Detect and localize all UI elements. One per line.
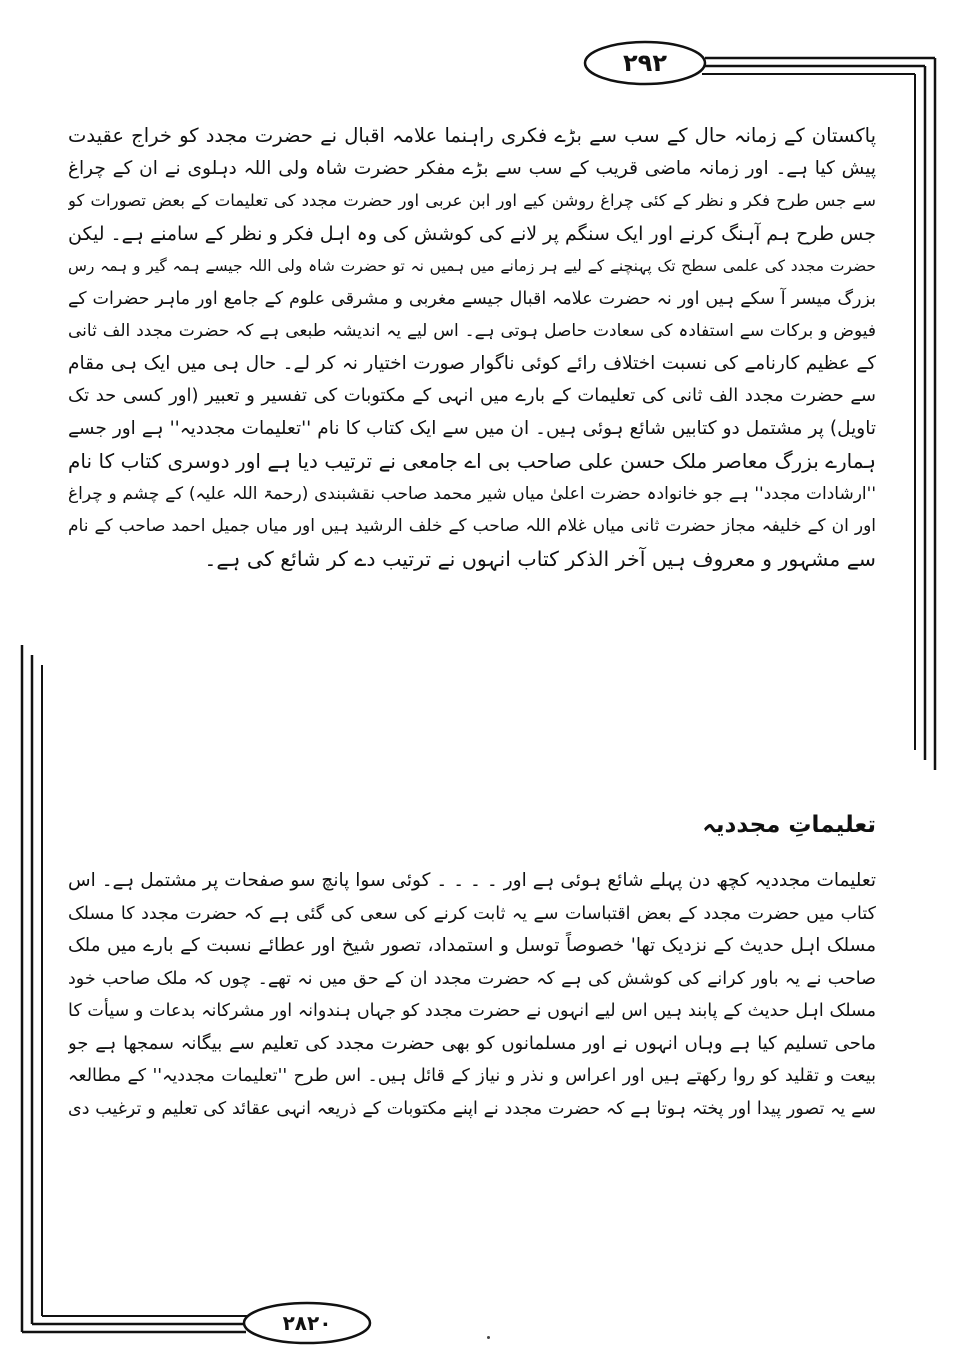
- text-line: مسلک اہل حدیث کے پابند ہیں اس لیے انہوں نے حضرت مجدد کو جہاں ہندوانہ اور مشرکانہ بدعات و سیأت کا: [68, 1001, 876, 1021]
- text-line: بزرگ میسر آ سکے ہیں اور نہ حضرت علامہ اقبال جیسے مغربی و مشرقی علوم کے جامع اور ماہر حضرات کے: [68, 288, 876, 309]
- text-line: مسلک اہل حدیث کے نزدیک تھا' خصوصاً توسل و استمداد، تصور شیخ اور عطائے نسبت کے بارے میں ملک: [68, 935, 876, 956]
- paragraph-2: [68, 865, 876, 1125]
- text-line: فیوض و برکات سے استفادہ کی سعادت حاصل ہوتی ہے۔ اس لیے یہ اندیشہ طبعی ہے کہ حضرت مجدد الف ثانی: [68, 321, 876, 341]
- page-number-bottom: ۲۸۲۰: [282, 1311, 332, 1335]
- text-line: بیعت و تقلید کو روا رکھتے ہیں اور اعراس و نذر و نیاز کے قائل ہیں۔ اس طرح ''تعلیمات مجددیہ'' کے مطالعہ: [68, 1066, 876, 1086]
- text-line: پیش کیا ہے۔ اور زمانہ ماضی قریب کے سب سے بڑے مفکر حضرت شاہ ولی اللہ دہلوی نے ان کے چراغ: [68, 157, 876, 179]
- text-line: سے مشہور و معروف ہیں آخر الذکر کتاب انہوں نے ترتیب دے کر شائع کی ہے۔: [204, 546, 876, 571]
- text-line: ''ارشادات مجدد'' ہے جو خانوادہ حضرت اعلیٰ میاں شیر محمد صاحب نقشبندی (رحمۃ اللہ علیہ) کے چشم و چراغ: [68, 483, 876, 504]
- text-line: سے حضرت مجدد الف ثانی کی تعلیمات کے بارے میں انہی کے مکتوبات کی تفسیر و تعبیر (اور کسی حد تک: [68, 385, 876, 406]
- text-line: صاحب نے یہ باور کرانے کی کوشش کی ہے کہ حضرت مجدد ان کے حق میں نہ تھے۔ چوں کہ ملک صاحب خود: [68, 968, 876, 989]
- text-line: ماحی تسلیم کیا ہے وہاں انہوں نے اور مسلمانوں کو بھی حضرت مجدد کی تعلیم سے بیگانہ سمجھا ہے جو: [68, 1032, 876, 1054]
- scan-speck: [487, 1336, 490, 1339]
- paragraph-1: [68, 120, 876, 575]
- page-number-top: ۲۹۲: [623, 49, 667, 77]
- text-line: سے یہ تصور پیدا اور پختہ ہوتا ہے کہ حضرت مجدد نے اپنے مکتوبات کے ذریعہ انہی عقائد کی تعلیم و ترغیب دی: [68, 1098, 876, 1119]
- text-line: تاویل) پر مشتمل دو کتابیں شائع ہوئی ہیں۔ ان میں سے ایک کتاب کا نام ''تعلیمات مجددیہ'' ہے اور جسے: [68, 417, 876, 439]
- text-line: ہمارے بزرگ معاصر ملک حسن علی صاحب بی اے جامعی نے ترتیب دیا ہے اور دوسری کتاب کا نام: [68, 449, 876, 473]
- text-line: سے جس طرح فکر و نظر کے کئی چراغ روشن کیے اور ابن عربی اور حضرت مجدد کی تعلیمات کے بعض تصورات کو: [68, 191, 876, 210]
- section-heading: تعلیماتِ مجددیہ: [702, 812, 876, 838]
- text-line: تعلیمات مجددیہ کچھ دن پہلے شائع ہوئی ہے اور ۔ ۔ ۔ ۔ کوئی سوا پانچ سو صفحات پر مشتمل ہے۔ اس: [68, 870, 876, 891]
- text-line: حضرت مجدد کی علمی سطح تک پہنچنے کے لیے ہر زمانے میں ہمیں نہ تو حضرت شاہ ولی اللہ جیسے ہمہ گیر و ہمہ رس: [68, 257, 876, 275]
- text-line: کتاب میں حضرت مجدد کے بعض اقتباسات سے یہ ثابت کرنے کی سعی کی گئی ہے کہ حضرت مجدد کا مسلک: [68, 903, 876, 924]
- text-line: کے عظیم کارنامے کی نسبت اختلاف رائے کوئی ناگوار صورت اختیار نہ کر لے۔ حال ہی میں ایک ہی مقام: [68, 352, 876, 374]
- text-line: پاکستان کے زمانہ حال کے سب سے بڑے فکری راہنما علامہ اقبال نے حضرت مجدد کو خراج عقیدت: [68, 124, 876, 147]
- text-line: جس طرح ہم آہنگ کرنے اور ایک سنگم پر لانے کی کوشش کی وہ اہل فکر و نظر کے سامنے ہے۔ لیکن: [68, 222, 876, 245]
- text-line: اور ان کے خلیفہ مجاز حضرت ثانی میاں غلام اللہ صاحب کے خلف الرشید ہیں اور میاں جمیل احمد صاحب کے نام: [68, 516, 876, 536]
